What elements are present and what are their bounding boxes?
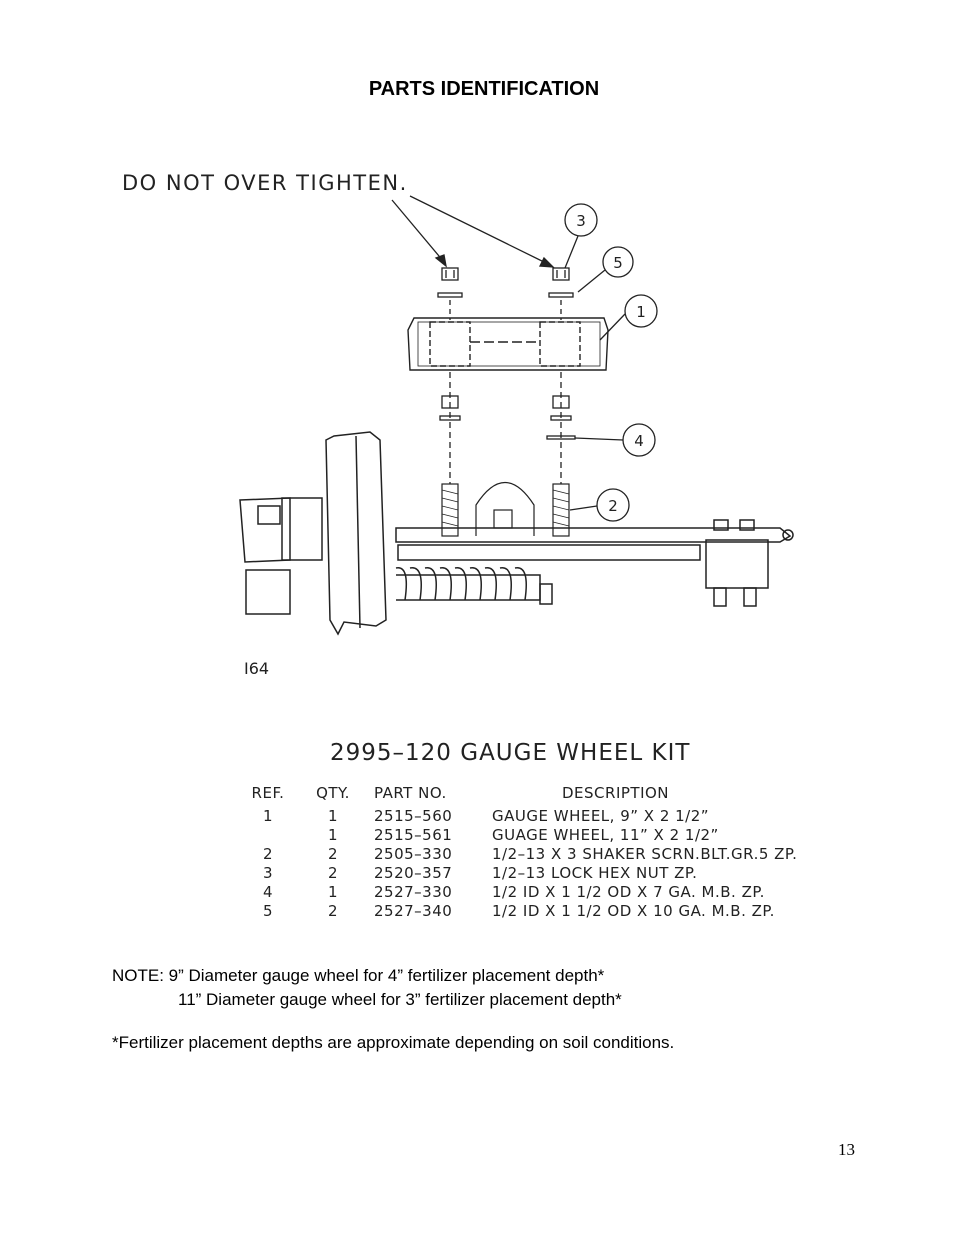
callout-label: 2 (608, 497, 618, 515)
callout-bubbles (565, 204, 657, 521)
parts-table-header (238, 784, 797, 806)
warning-label: DO NOT OVER TIGHTEN. (122, 171, 408, 195)
cell-description: 1/2–13 LOCK HEX NUT ZP. (492, 863, 698, 882)
table-row (238, 825, 797, 844)
cell-part-no: 2515–560 (374, 806, 453, 825)
cell-ref: 3 (262, 863, 274, 882)
cell-qty: 1 (327, 882, 339, 901)
page-title: PARTS IDENTIFICATION (368, 78, 600, 100)
note-line-1: NOTE: 9” Diameter gauge wheel for 4” fertilizer placement depth* (112, 966, 605, 985)
cell-part-no: 2515–561 (374, 825, 453, 844)
table-row (238, 806, 797, 825)
table-row (238, 901, 797, 920)
cell-ref: 2 (262, 844, 274, 863)
header-description: DESCRIPTION (562, 784, 670, 802)
footnote: *Fertilizer placement depths are approximate depending on soil conditions. (112, 1033, 675, 1052)
row-unit-frame (240, 432, 793, 634)
cell-ref: 1 (262, 806, 274, 825)
callout-label: 3 (576, 212, 586, 230)
cell-qty: 2 (327, 901, 339, 920)
gauge-wheel-assembly-drawing (0, 150, 954, 690)
cell-description: GAUGE WHEEL, 9” X 2 1/2” (492, 806, 710, 825)
cell-qty: 1 (327, 825, 339, 844)
parts-table (238, 784, 797, 920)
warning-arrows (392, 196, 553, 267)
page-number: 13 (838, 1140, 855, 1159)
cell-description: GUAGE WHEEL, 11” X 2 1/2” (492, 825, 719, 844)
cell-ref: 4 (262, 882, 274, 901)
header-ref: REF. (251, 784, 285, 802)
cell-part-no: 2527–330 (374, 882, 453, 901)
cell-description: 1/2 ID X 1 1/2 OD X 10 GA. M.B. ZP. (492, 901, 775, 920)
figure-code: I64 (244, 659, 270, 678)
cell-qty: 2 (327, 844, 339, 863)
cell-part-no: 2520–357 (374, 863, 453, 882)
gauge-wheel-part (408, 318, 608, 370)
cell-description: 1/2 ID X 1 1/2 OD X 7 GA. M.B. ZP. (492, 882, 765, 901)
cell-qty: 1 (327, 806, 339, 825)
cell-qty: 2 (327, 863, 339, 882)
left-hardware-stack (438, 268, 462, 320)
cell-part-no: 2527–340 (374, 901, 453, 920)
kit-title: 2995–120 GAUGE WHEEL KIT (330, 740, 691, 766)
table-row (238, 882, 797, 901)
callout-label: 5 (613, 254, 623, 272)
lower-hardware (440, 372, 575, 484)
callout-label: 1 (636, 303, 646, 321)
table-row (238, 863, 797, 882)
note-line-2: 11” Diameter gauge wheel for 3” fertilizer placement depth* (178, 990, 622, 1009)
cell-part-no: 2505–330 (374, 844, 453, 863)
right-hardware-stack (549, 268, 573, 320)
cell-description: 1/2–13 X 3 SHAKER SCRN.BLT.GR.5 ZP. (492, 844, 798, 863)
header-part-no: PART NO. (374, 784, 447, 802)
cell-ref (238, 825, 298, 844)
table-row (238, 844, 797, 863)
header-qty: QTY. (316, 784, 350, 802)
callout-label: 4 (634, 432, 644, 450)
cell-ref: 5 (262, 901, 274, 920)
